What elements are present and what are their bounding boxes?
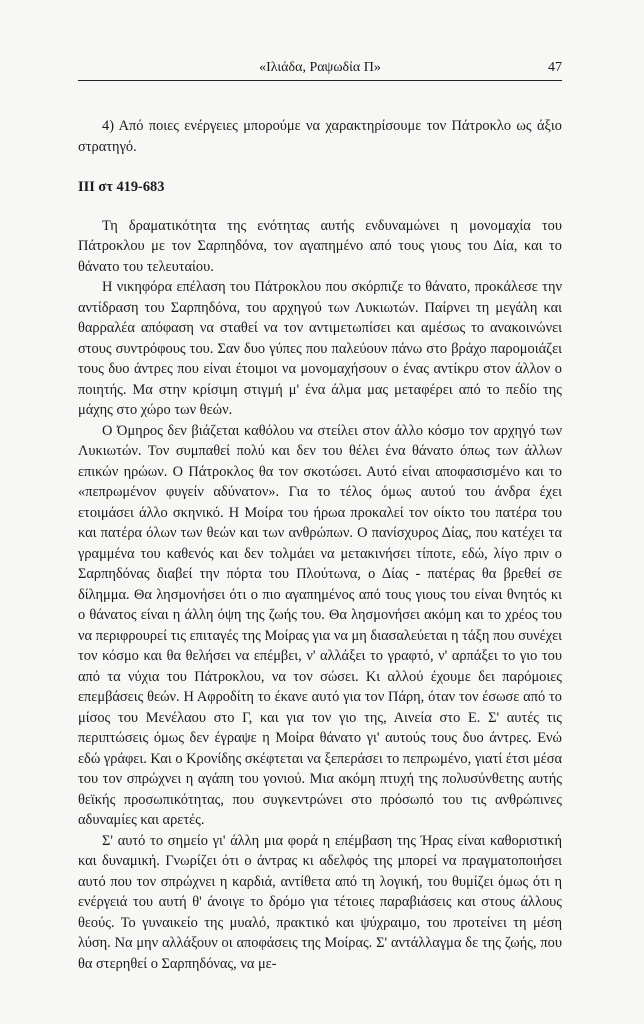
section-heading: ΙΙΙ στ 419-683 [78, 179, 165, 195]
page-number: 47 [548, 60, 562, 75]
body-text [78, 116, 562, 974]
running-head-title: «Ιλιάδα, Ραψωδία Π» [259, 60, 381, 75]
running-head [78, 58, 562, 78]
paragraph-4: Σ' αυτό το σημείο γι' άλλη μια φορά η επέμβαση της Ήρας είναι καθοριστική και δυναμική. Γνωρίζει ότι ο άντρας κι αδελφός της μπορεί να πραγματοποιήσει αυτό που τον σπρώχνει η καρδιά, αντίθετα από τη λογική, του θυμίζει όμως ότι η ενέργειά του αυτή θ' άνοιγε το δρόμο για τέτοιες παραβιάσεις και στους άλλους θεούς. Το γυναικείο της μυαλό, πρακτικό και ψύχραιμο, του προτείνει τη μέση λύση. Να μην αλλάξουν οι αποφάσεις της Μοίρας. Σ' αντάλλαγμα δε της ζωής, που θα στερηθεί ο Σαρπηδόνας, να με- [78, 832, 562, 972]
paragraph-2: Η νικηφόρα επέλαση του Πάτροκλου που σκόρπιζε το θάνατο, προκάλεσε την αντίδραση του Σαρπηδόνα, του αρχηγού των Λυκιωτών. Παίρνει τη μεγάλη και θαρραλέα απόφαση να σταθεί να τον αντιμετωπίσει και αμέσως το ανακοινώνει στους συντρόφους του. Σαν δυο γύπες που παλεύουν πάνω στο βράχο παρομοιάζει τους δυο άντρες που είναι έτοιμοι να μονομαχήσουν ο ένας αντίκρυ στον άλλον ο ποιητής. Μα στην κρίσιμη στιγμή μ' ένα άλμα μας μεταφέρει από το πεδίο της μάχης στο χώρο των θεών. [78, 279, 562, 418]
paragraph-1: Τη δραματικότητα της ενότητας αυτής ενδυναμώνει η μονομαχία του Πάτροκλου με τον Σαρπηδόνα, τον αγαπημένο από τους γιους του Δία, και το θάνατο του τελευταίου. [78, 217, 562, 275]
paragraph-3: Ο Όμηρος δεν βιάζεται καθόλου να στείλει στον άλλο κόσμο τον αρχηγό των Λυκιωτών. Τον συμπαθεί πολύ και δεν του θέλει ένα θάνατο όπως των άλλων επικών ηρώων. Ο Πάτροκλος θα τον σκοτώσει. Αυτό είναι αποφασισμένο και το «πεπρωμένον φυγείν αδύνατον». Για το τέλος όμως αυτού του άνδρα έχει ετοιμάσει άλλο σκηνικό. Η Μοίρα του ήρωα προκαλεί τον οίκτο του πατέρα του και πατέρα όλων των θεών και των ανθρώπων. Ο πανίσχυρος Δίας, που κατέχει τα γραμμένα του καθενός και δεν τολμάει να μετακινήσει τίποτε, εδώ, λίγο πριν ο Σαρπηδόνας διαβεί την πόρτα του Πλούτωνα, ο Δίας - πατέρας θα βρεθεί σε δίλημμα. Θα λησμονήσει ότι ο πιο αγαπημένος από τους γιους του είναι θνητός κι ο θάνατος είναι η άλλη όψη της ζωής του. Θα λησμονήσει ακόμη και το χρέος του να περιφρουρεί τις επιταγές της Μοίρας για να μη διασαλεύεται η τάξη που συνέχει τον κόσμο και θα θελήσει να επέμβει, ν' αλλάξει το γραφτό, ν' αρπάξει το γιο του από τα νύχια του Πάτροκλου, να τον σώσει. Κι αλλού έχουμε δει παρόμοιες επεμβάσεις θεών. Η Αφροδίτη το έκανε αυτό για τον Πάρη, όταν τον έσωσε από το μίσος του Μενέλαου στο Γ, και για τον γιο της, Αινεία στο Ε. Σ' αυτές τις περιπτώσεις όμως δεν έγραψε η Μοίρα θάνατο γι' αυτούς τους δυο άντρες. Ενώ εδώ γράφει. Και ο Κρονίδης σκέφτεται να ξεπεράσει το πεπρωμένο, γιατί έτσι μέσα του τον σπρώχνει η αγάπη του γονιού. Μια ακόμη πτυχή της πολυσύνθετης αυτής θεϊκής προσωπικότητας, που συγκεντρώνει στο πρόσωπό του τις ανθρώπινες αδυναμίες και αρετές. [78, 422, 562, 828]
header-rule [78, 80, 562, 81]
question-paragraph: 4) Από ποιες ενέργειες μπορούμε να χαρακτηρίσουμε τον Πάτροκλο ως άξιο στρατηγό. [78, 118, 562, 155]
